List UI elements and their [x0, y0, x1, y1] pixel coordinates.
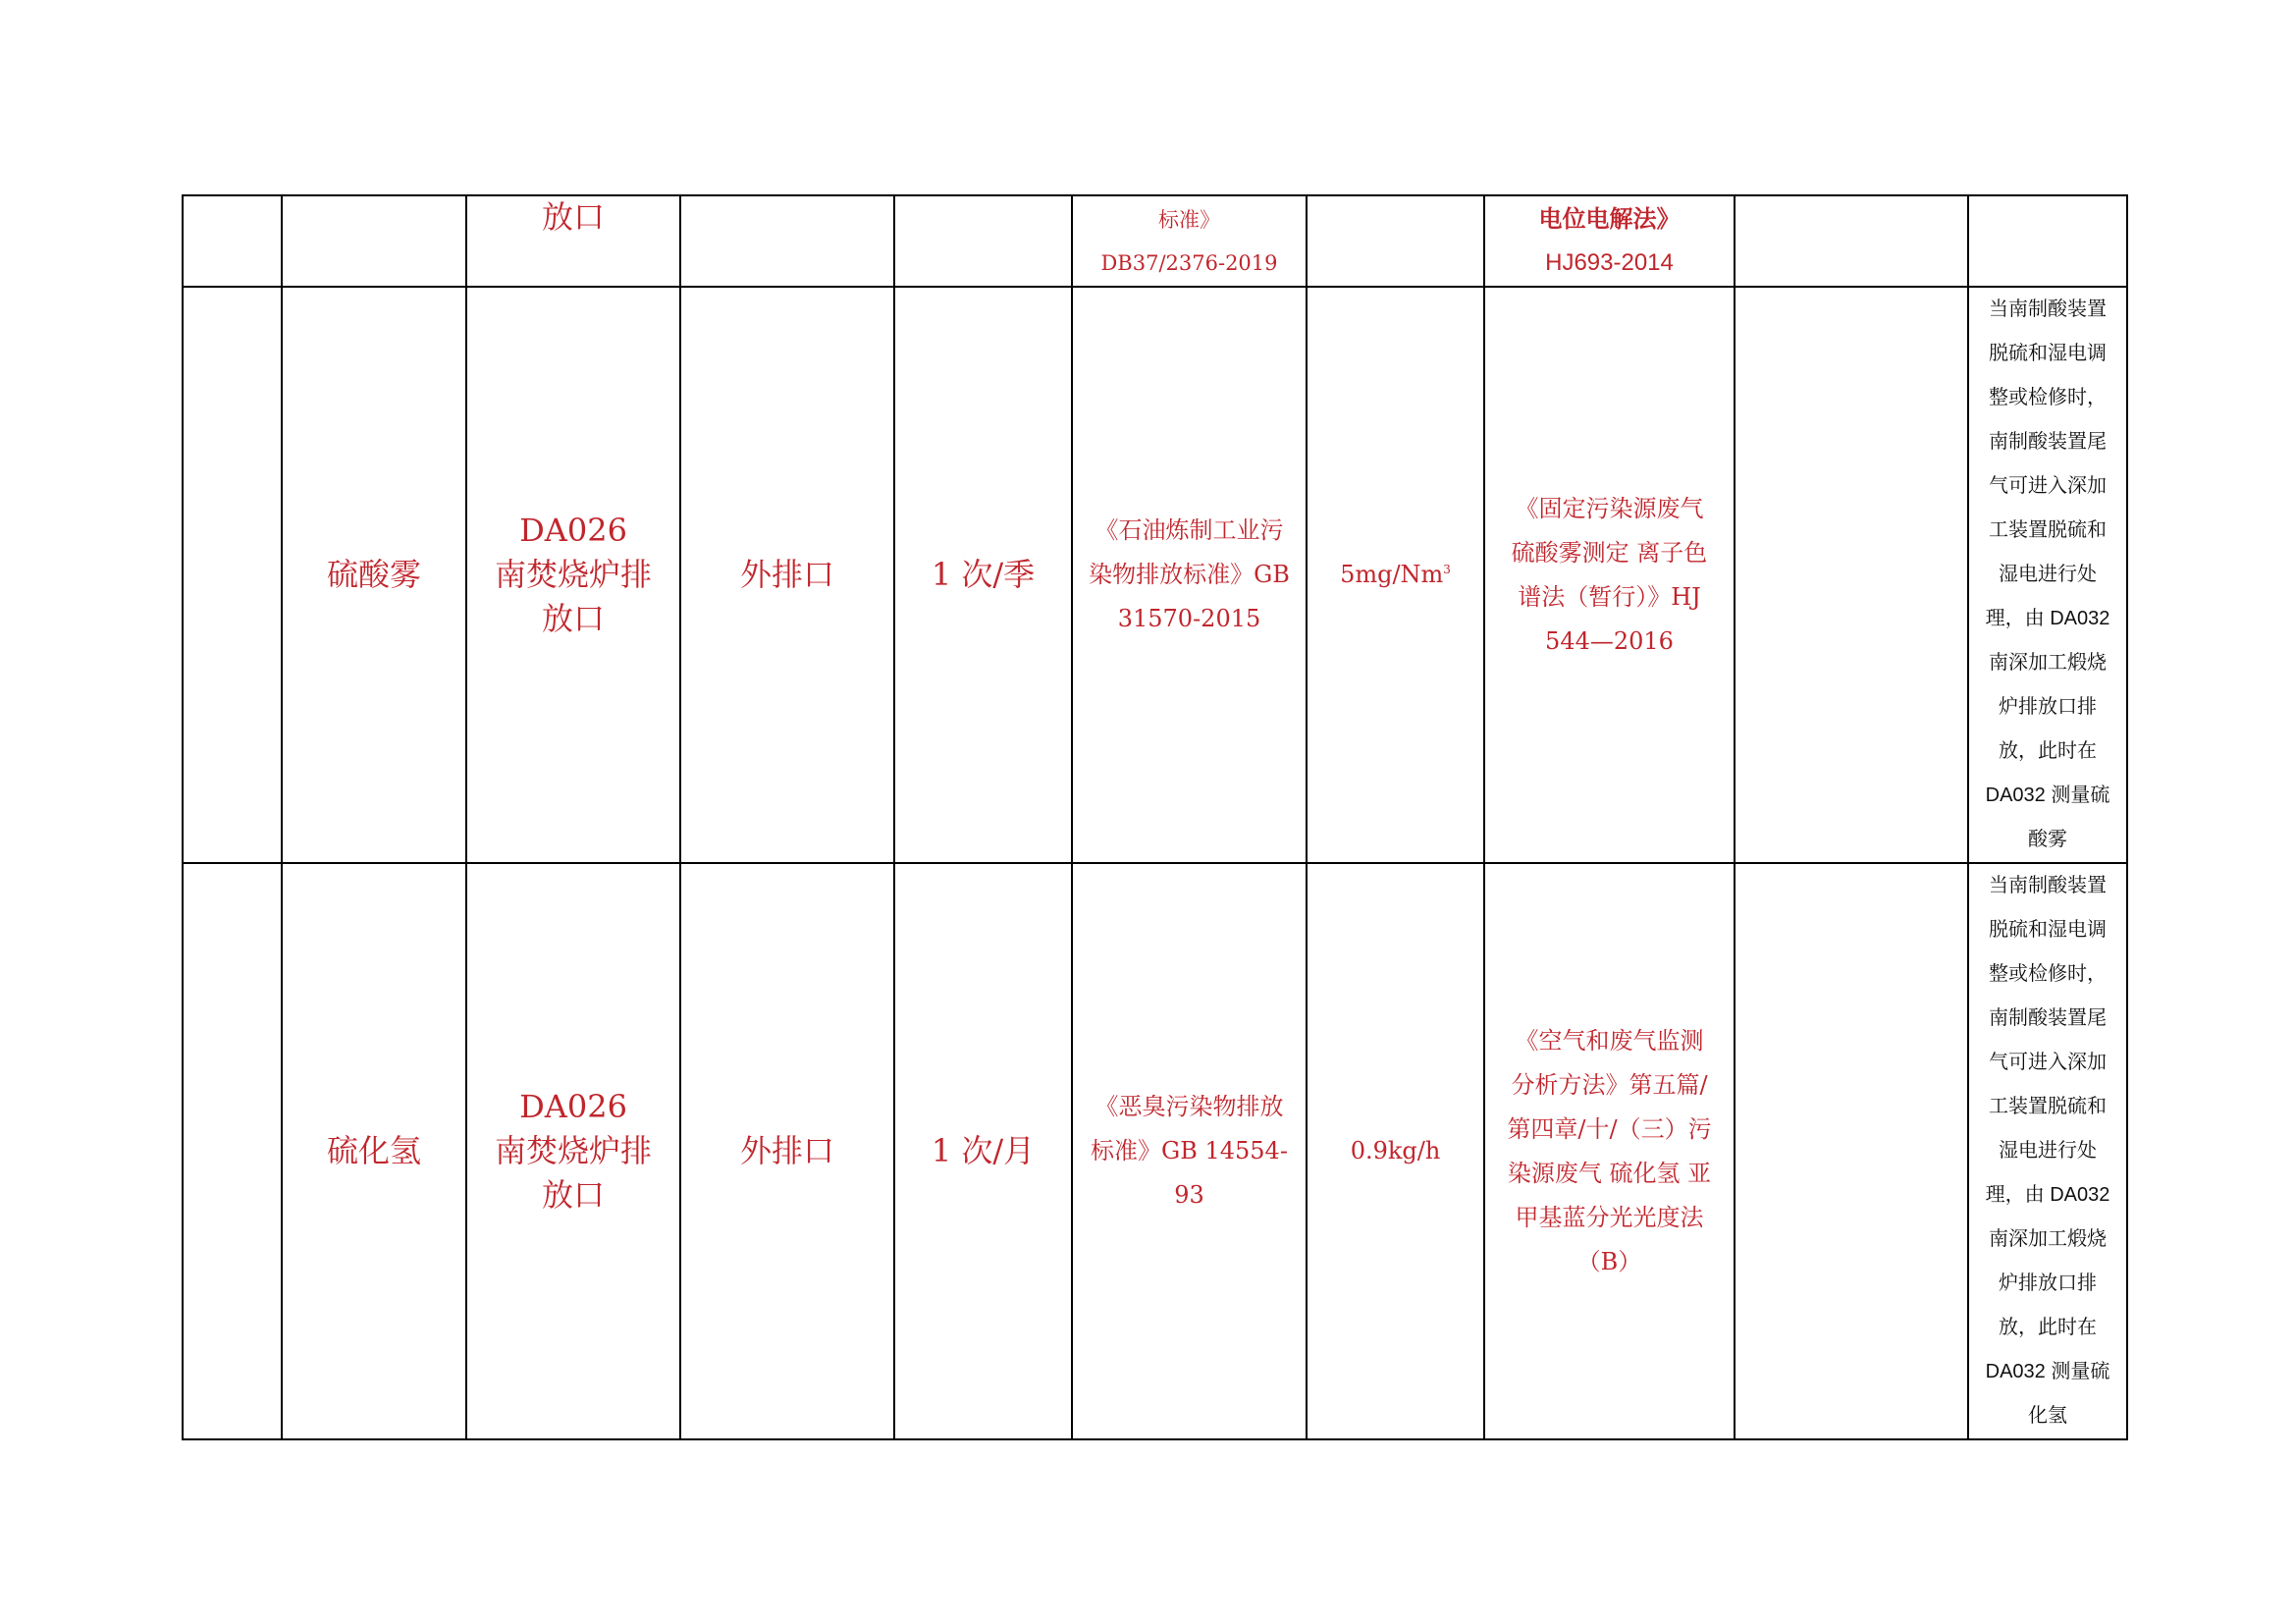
- cell-outlet: [466, 195, 680, 287]
- cell-limit: [1307, 863, 1484, 1439]
- method-line-2: HJ693-2014: [1545, 248, 1674, 276]
- cell-outlet-type: [680, 195, 894, 287]
- limit-value: 5mg/Nm: [1340, 561, 1444, 588]
- standard-line-2: DB37/2376-2019: [1100, 250, 1278, 275]
- cell-frequency: [894, 287, 1072, 863]
- table-row-continuation: [183, 195, 2127, 287]
- cell-outlet: [466, 863, 680, 1439]
- cell-note: [1968, 287, 2127, 863]
- cell-index: [183, 195, 282, 287]
- cell-method: [1484, 195, 1735, 287]
- table-row-hydrogen-sulfide: [183, 863, 2127, 1439]
- emission-standard: 《石油炼制工业污染物排放标准》GB 31570-2015: [1089, 516, 1290, 632]
- cell-limit: [1307, 287, 1484, 863]
- cell-note: [1968, 863, 2127, 1439]
- cell-pollutant: [282, 863, 466, 1439]
- cell-method: [1484, 863, 1735, 1439]
- outlet-tail-text: 放口: [541, 198, 605, 236]
- cell-outlet-type: [680, 287, 894, 863]
- pollutant-name: 硫化氢: [326, 1132, 421, 1169]
- cell-extra: [1735, 287, 1968, 863]
- limit-superscript: 3: [1443, 563, 1451, 576]
- cell-method: [1484, 287, 1735, 863]
- outlet-type: 外排口: [739, 1132, 834, 1169]
- cell-pollutant: [282, 195, 466, 287]
- analysis-method: 《固定污染源废气 硫酸雾测定 离子色谱法（暂行）》HJ 544—2016: [1511, 494, 1708, 655]
- cell-standard: [1072, 287, 1307, 863]
- outlet-type: 外排口: [739, 556, 834, 593]
- outlet-name-a: 南焚烧炉排: [494, 1132, 652, 1169]
- cell-pollutant: [282, 287, 466, 863]
- standard-line-1: 标准》: [1158, 207, 1220, 232]
- cell-outlet: [466, 287, 680, 863]
- monitoring-frequency: 1 次/月: [931, 1132, 1036, 1169]
- cell-index: [183, 287, 282, 863]
- outlet-name-b: 放口: [541, 600, 605, 637]
- limit-value: 0.9kg/h: [1350, 1137, 1441, 1164]
- analysis-method: 《空气和废气监测分析方法》第五篇/第四章/十/（三）污染源废气 硫化氢 亚甲基蓝分光光度法（B）: [1507, 1026, 1712, 1275]
- cell-standard: [1072, 863, 1307, 1439]
- outlet-name-b: 放口: [541, 1176, 605, 1214]
- table-row-sulfuric-acid-mist: [183, 287, 2127, 863]
- monitoring-frequency: 1 次/季: [931, 556, 1036, 593]
- cell-frequency: [894, 195, 1072, 287]
- cell-outlet-type: [680, 863, 894, 1439]
- method-line-1: 电位电解法》: [1538, 205, 1681, 233]
- note-text: 当南制酸装置脱硫和湿电调整或检修时，南制酸装置尾气可进入深加工装置脱硫和湿电进行处理，由 DA032 南深加工煅烧炉排放口排放，此时在 DA032 测量硫化氢: [1985, 875, 2110, 1427]
- cell-frequency: [894, 863, 1072, 1439]
- monitoring-table: [182, 194, 2128, 1440]
- cell-index: [183, 863, 282, 1439]
- cell-extra: [1735, 195, 1968, 287]
- cell-extra: [1735, 863, 1968, 1439]
- note-text: 当南制酸装置脱硫和湿电调整或检修时，南制酸装置尾气可进入深加工装置脱硫和湿电进行处理，由 DA032 南深加工煅烧炉排放口排放，此时在 DA032 测量硫酸雾: [1985, 298, 2110, 850]
- outlet-code: DA026: [519, 512, 627, 549]
- cell-limit: [1307, 195, 1484, 287]
- cell-standard: [1072, 195, 1307, 287]
- outlet-code: DA026: [519, 1088, 627, 1125]
- cell-note: [1968, 195, 2127, 287]
- emission-standard: 《恶臭污染物排放标准》GB 14554-93: [1091, 1093, 1288, 1209]
- pollutant-name: 硫酸雾: [326, 556, 421, 593]
- outlet-name-a: 南焚烧炉排: [494, 556, 652, 593]
